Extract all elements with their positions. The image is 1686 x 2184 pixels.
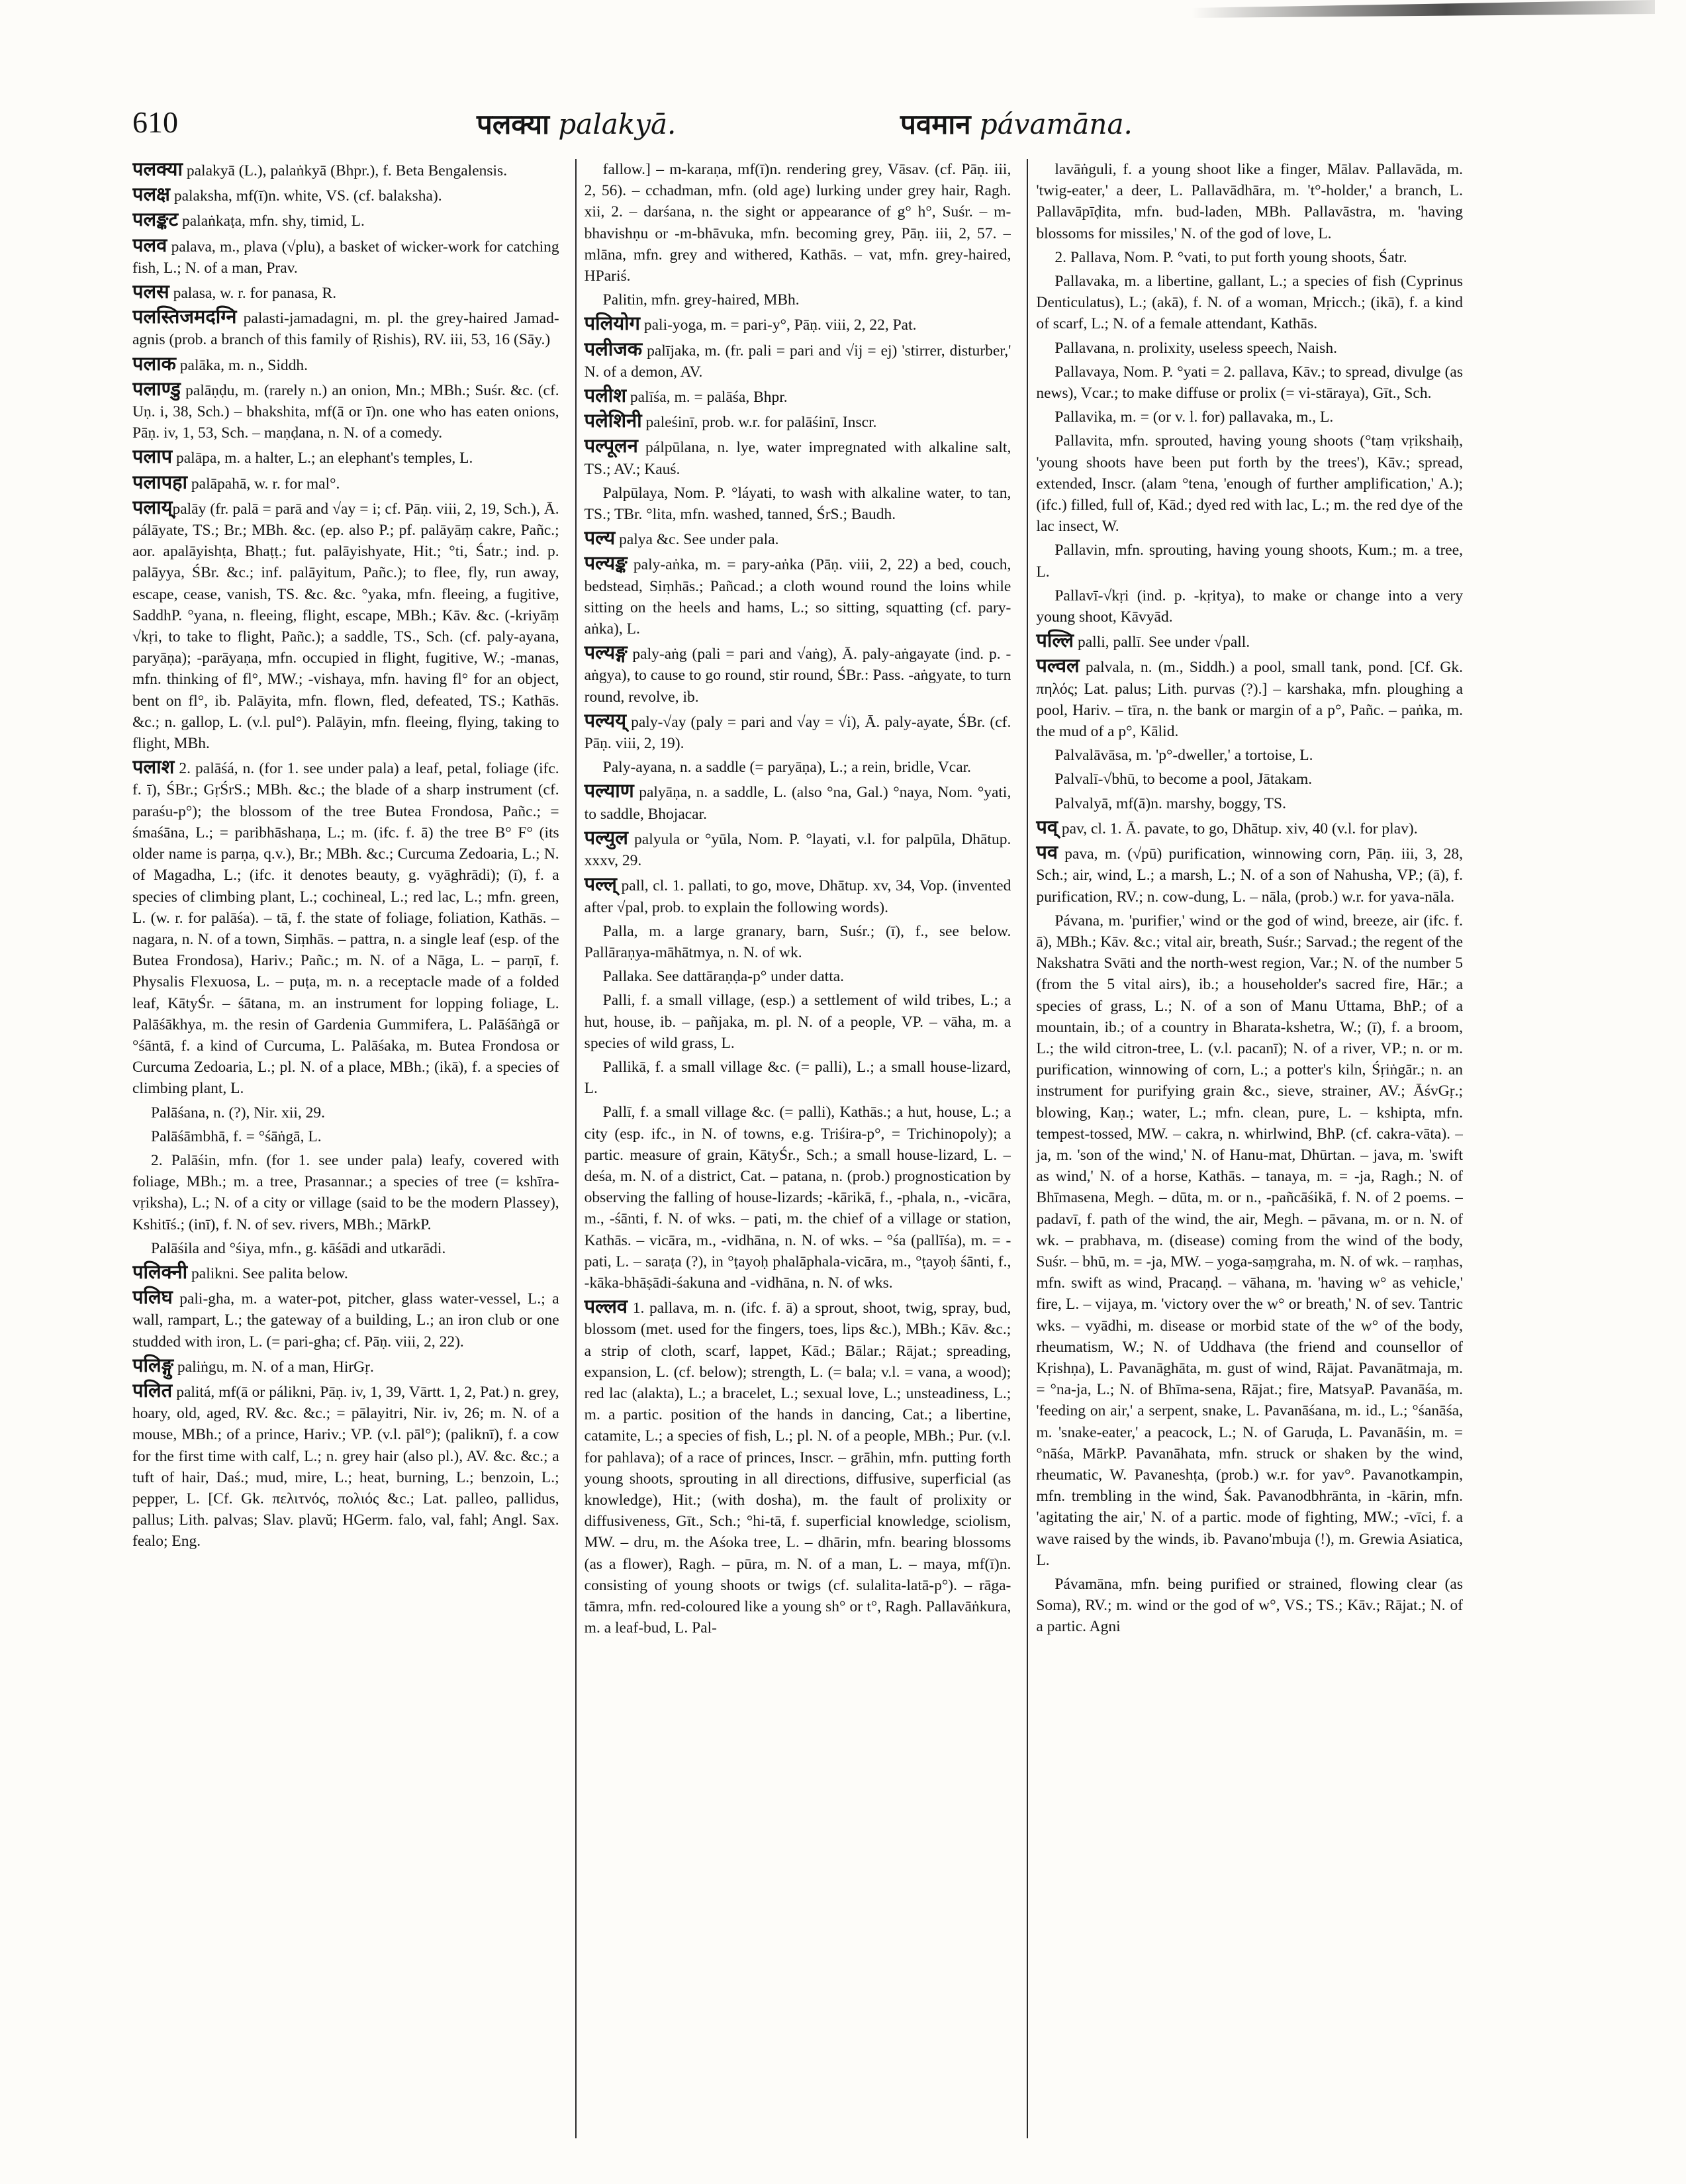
- dictionary-entry: [1036, 769, 1463, 790]
- dictionary-entry: [585, 313, 1011, 336]
- dictionary-entry: [132, 379, 559, 444]
- entry-headword: पलिघ: [132, 1287, 173, 1309]
- dictionary-entry: [585, 339, 1011, 383]
- dictionary-entry: [1036, 655, 1463, 742]
- entry-text: palyāṇa, n. a saddle, L. (also °na, Gal.) °naya, Nom. °yati, to saddle, Bhojacar.: [584, 784, 1011, 823]
- entry-headword: पलस्तिजमदग्नि: [132, 307, 237, 328]
- dictionary-entry: [132, 1238, 559, 1259]
- entry-text: paliṅgu, m. N. of a man, HirGṛ.: [173, 1358, 374, 1376]
- entry-text: pav, cl. 1. Ā. pavate, to go, Dhātup. xiv, 40 (v.l. for plav).: [1057, 820, 1418, 837]
- dictionary-entry: [585, 1296, 1011, 1638]
- dictionary-entry: [132, 1355, 559, 1378]
- entry-text: Pallavin, mfn. sprouting, having young shoots, Kum.; m. a tree, L.: [1036, 542, 1464, 581]
- dictionary-entry: [132, 354, 559, 376]
- page-header: [132, 105, 1463, 144]
- entry-text: Pallavaka, m. a libertine, gallant, L.; a species of fish (Cyprinus Denticulatus), L.; (akā), f. N. of a woman, Mṛicch.; (ikā), f. a kind of scarf, L.; N. of a female attendant, Kathās.: [1036, 273, 1464, 333]
- entry-text: pali-yoga, m. = pari-y°, Pāṇ. viii, 2, 22, Pat.: [639, 316, 917, 334]
- entry-text: Pávamāna, mfn. being purified or strained, flowing clear (as Soma), RV.; m. wind or the god of w°, VS.; TS.; Kāv.; Rājat.; N. of a partic. Agni: [1036, 1576, 1464, 1636]
- dictionary-entry: [1036, 540, 1463, 582]
- entry-text: palāpahā, w. r. for mal°.: [187, 475, 340, 493]
- dictionary-entry: [1036, 630, 1463, 653]
- entry-text: lavāṅguli, f. a young shoot like a finger, Mālav. Pallavāda, m. 'twig-eater,' a deer, L. Pallavādhāra, m. 't°-holder,' a branch, L. Pallavāpīḍita, mfn. bud-laden, MBh. Pallavāstra, m. 'having blossoms for missiles,' N. of the god of love, L.: [1036, 161, 1464, 242]
- left-running-head: पलक्या palakyā.: [477, 108, 677, 140]
- dictionary-entry: [585, 528, 1011, 550]
- entry-headword: पल्ल्: [584, 874, 617, 896]
- entry-text: pálpūlana, n. lye, water impregnated with alkaline salt, TS.; AV.; Kauś.: [584, 439, 1011, 478]
- dictionary-entry: [1036, 585, 1463, 628]
- dictionary-entry: [132, 235, 559, 279]
- dictionary-entry: [1036, 271, 1463, 335]
- dictionary-entry: [585, 385, 1011, 408]
- dictionary-entry: [585, 483, 1011, 525]
- entry-text: palaksha, mf(ī)n. white, VS. (cf. balaksha).: [169, 187, 442, 205]
- entry-text: Palāśila and °śiya, mfn., g. kāśādi and utkarādi.: [151, 1239, 446, 1257]
- entry-text: Pallavaya, Nom. P. °yati = 2. pallava, Kāv.; to spread, divulge (as news), Vcar.; to make diffuse or prolix (= vi-stāraya), Gīt., Sch.: [1036, 363, 1464, 403]
- entry-text: fallow.] – m-karaṇa, mf(ī)n. rendering grey, Vāsav. (cf. Pāṇ. iii, 2, 56). – cchadman, mfn. (old age) lurking under grey hair, Ragh. xii, 2. – darśana, n. the sight or appearance of g° h°, Suśr. – m-bhavishṇu or -m-bhāvuka, mfn. becoming grey, Pāṇ. iii, 2, 57. – mlāna, mfn. grey and withered, Kathās. – vat, mfn. grey-haired, HPariś.: [584, 161, 1011, 285]
- entry-text: palījaka, m. (fr. pali = pari and √ij = ej) 'stirrer, disturber,' N. of a demon, AV.: [584, 342, 1011, 381]
- dictionary-entry: [132, 757, 559, 1099]
- entry-headword: पल्लि: [1036, 630, 1074, 652]
- dictionary-entry: [1036, 910, 1463, 1571]
- entry-headword: पल्यङ्क: [584, 553, 628, 575]
- dictionary-entry: [1036, 745, 1463, 766]
- dictionary-entry: [585, 553, 1011, 640]
- dictionary-entry: [132, 184, 559, 207]
- dictionary-entry: [132, 497, 559, 754]
- dictionary-entry: [585, 1102, 1011, 1294]
- entry-headword: पलाक: [132, 353, 176, 375]
- entry-headword: पलीश: [584, 385, 627, 407]
- dictionary-entry: [1036, 842, 1463, 908]
- entry-text: palakyā (L.), palaṅkyā (Bhpr.), f. Beta Bengalensis.: [182, 162, 508, 179]
- entry-headword: पल्य: [584, 528, 616, 549]
- entry-text: palāpa, m. a halter, L.; an elephant's temples, L.: [172, 450, 473, 467]
- dictionary-entry: [585, 757, 1011, 778]
- entry-text: Pávana, m. 'purifier,' wind or the god of wind, breeze, air (ifc. f. ā), MBh.; Kāv. &c.; vital air, breath, Suśr.; Sarvad.; the regent of the Nakshatra Svāti and the north-west region, Var.; N. of the number 5 (from the 5 vital airs), ib.; a householder's sacred fire, Hār.; a species of grass, L.; N. of a son of Manu Uttama, BhP.; of a mountain, ib.; of a country in Bharata-kshetra, W.; (ī), f. a broom, L.; the wild citron-tree, L. (v.l. pacanī); N. of a river, VP.; n. or m. purification, winnowing of corn, L.; a potter's kiln, Śṛiṅgār.; n. an instrument for purifying grain &c., sieve, strainer, AV.; ĀśvGṛ.; blowing, Kaṇ.; water, L.; mfn. clean, pure, L. – kshipta, mfn. tempest-tossed, MW. – cakra, n. whirlwind, BhP. (cf. cakra-vāta). – ja, m. 'son of the wind,' N. of Hanu-mat, Dhūrtan. – java, m. 'swift as wind,' N. of a horse, Kathās. – tanaya, m. = -ja, Ragh.; N. of Bhīmasena, Megh. – dūta, m. or n., -pañcāśikā, f. N. of 2 poems. – padavī, f. path of the wind, the air, Megh. – pāvana, m. or n. N. of wk. – prabhava, m. (disease) coming from the wind of the body, Suśr. – bhū, m. = -ja, MW. – yoga-saṃgraha, m. N. of wk. – raṃhas, mfn. swift as wind, Pracaṇḍ. – vāhana, m. 'having w° as vehicle,' fire, L. – vijaya, m. 'victory over the w° or breath,' N. of sev. Tantric wks. – vyādhi, m. disease or morbid state of the w° of the body, rheumatism, W.; N. of Uddhava (the friend and counsellor of Kṛishṇa), L. Pavanāghāta, m. gust of wind, Rājat. Pavanātmaja, m. = °na-ja, L.; N. of Bhīma-sena, Rājat.; fire, MatsyaP. Pavanāśa, m. 'feeding on air,' a serpent, snake, L. Pavanāśana, m. id., L.; °śanāśa, m. 'snake-eater,' a peacock, L.; N. of Garuḍa, L. Pavanāśin, m. = °nāśa, MārkP. Pavanāhata, mfn. struck or shaken by the wind, rheumatic, W. Pavaneshṭa, (prob.) w.r. for yav°. Pavanotkampin, mfn. trembling in the wind, Śak. Pavanodbhrānta, in -kārin, mfn. 'agitating the air,' N. of a partic. mode of fighting, MW.; -vīci, f. a wave raised by the winds, ib. Pavano'mbuja (!), m. Grewia Asiatica, L.: [1036, 912, 1464, 1569]
- dictionary-entry: [132, 446, 559, 469]
- dictionary-entry: [585, 642, 1011, 708]
- entry-text: pava, m. (√pū) purification, winnowing corn, Pāṇ. iii, 3, 28, Sch.; air, wind, L.; a marsh, L.; N. of a son of Nahusha, VP.; (ā), f. purification, RV.; n. cow-dung, L. – nāla, (prob.) w.r. for yava-nāla.: [1036, 845, 1464, 906]
- entry-headword: पलापहा: [132, 471, 188, 493]
- entry-headword: पलङ्कट: [132, 209, 179, 231]
- dictionary-entry: [1036, 247, 1463, 268]
- entry-text: Palāśana, n. (?), Nir. xii, 29.: [151, 1104, 326, 1121]
- entry-headword: पलीजक: [584, 338, 643, 360]
- entry-headword: पलिङ्गु: [132, 1354, 174, 1376]
- dictionary-entry: [1036, 361, 1463, 404]
- entry-text: 2. palāśá, n. (for 1. see under pala) a leaf, petal, foliage (ifc. f. ī), ŚBr.; GṛŚrS.; MBh. &c.; the blade of a sharp instrument (cf. paraśu-p°); the blossom of the tree Butea Frondosa, Pañc.; = śmaśāna, L.; = paribhāshaṇa, L.; m. (ifc. f. ā) the tree B° F° (its older name is parṇa, q.v.), Br.; MBh. &c.; Curcuma Zedoaria, L.; N. of Magadha, L.; (ifc. it denotes beauty, g. vyāghrādi); (ī), f. a species of climbing plant, L.; cochineal, L.; red lac, L.; mfn. green, L. (w. r. for palāśa). – tā, f. the state of foliage, foliation, Kathās. – nagara, n. N. of a town, Siṃhās. – pattra, n. a single leaf (esp. of the Butea Frondosa), Hariv.; Pañc.; m. N. of a Nāga, L. – parṇī, f. Physalis Flexuosa, L. – puṭa, m. n. a receptacle made of a folded leaf, KātyŚr. – śātana, m. an instrument for lopping foliage, L. Palāśākhya, m. the resin of Gardenia Gummifera, L. Palāśāṅgā or °śāntā, f. a kind of Curcuma, L. Palāśaka, m. Butea Frondosa or Curcuma Zedoaria, L.; pl. N. of a place, MBh.; (ikā), f. a species of climbing plant, L.: [132, 760, 559, 1098]
- entry-text: pali-gha, m. a water-pot, pitcher, glass water-vessel, L.; a wall, rampart, L.; the gateway of a building, L.; an iron club or one studded with iron, L. (= pari-gha; cf. Pāṇ. viii, 2, 22).: [132, 1290, 559, 1351]
- column-left: [132, 159, 559, 2138]
- entry-text: palāy (fr. palā = parā and √ay = i; cf. Pāṇ. viii, 2, 19, Sch.), Ā. pálāyate, TS.; Br.; MBh. &c. (ep. also P.; pf. palāyāṃ cakre, Pañc.; aor. apalāyishṭa, Bhaṭṭ.; fut. palāyishyate, Hit.; °ti, Śatr.; ind. p. palāyya, ŚBr. &c.; inf. palāyitum, Pañc.); to flee, fly, run away, escape, cease, vanish, TS. &c. &c. °yaka, mfn. fleeing, a fugitive, SaddhP. °yana, n. fleeing, flight, escape, MBh.; Kāv. &c. (-kriyāṃ √kṛi, to take to flight, Pañc.); a saddle, TS., Sch. (cf. paly-ayana, paryāṇa); -parāyaṇa, mfn. occupied in flight, fugitive, W.; -manas, mfn. thinking of fl°, MW.; -vishaya, mfn. having fl° for an object, bent on fl°, ib. Palāyita, mfn. flown, fled, defeated, TS.; Kathās. &c.; n. gallop, L. (v.l. pul°). Palāyin, mfn. fleeing, flying, taking to flight, MBh.: [132, 500, 559, 753]
- entry-text: 1. pallava, m. n. (ifc. f. ā) a sprout, shoot, twig, spray, bud, blossom (met. used for the fingers, toes, lips &c.), MBh.; Kāv. &c.; a strip of cloth, scarf, lappet, Kād.; Bālar.; Rājat.; spreading, expansion, L. (cf. below); strength, L. (= bala; v.l. = vana, a wood); red lac (alakta), L.; a bracelet, L.; sexual love, L.; unsteadiness, L.; m. a partic. position of the hands in dancing, Cat.; a libertine, catamite, L.; a species of fish, L.; pl. N. of a people, MBh.; Pur. (v.l. for pahlava); of a race of princes, Inscr. – grāhin, mfn. putting forth young shoots, sprouting in all directions, diffusive, superficial (as knowledge), Hit.; (with dosha), m. the fault of prolixity or diffusiveness, Gīt., Sch.; °hi-tā, f. superficial knowledge, sciolism, MW. – dru, m. the Aśoka tree, L. – dhārin, mfn. bearing blossoms (as a flower), Ragh. – pūra, m. N. of a man, L. – maya, mf(ī)n. consisting of young shoots or twigs (cf. sulalita-latā-p°). – rāga-tāmra, mfn. red-coloured like a young sh° or t°, Ragh. Pallavāṅkura, m. a leaf-bud, L. Pal-: [584, 1300, 1011, 1637]
- dictionary-entry: [1036, 1574, 1463, 1638]
- entry-text: palvala, n. (m., Siddh.) a pool, small tank, pond. [Cf. Gk. πηλός; Lat. palus; Lith. purvas (?).] – karshaka, mfn. ploughing a pool, Hariv. – tīra, n. the bank or margin of a p°, Pañc. – paṅka, m. the mud of a p°, Kālid.: [1036, 659, 1464, 741]
- entry-text: Palāśāmbhā, f. = °śāṅgā, L.: [151, 1127, 322, 1145]
- entry-headword: पव्: [1036, 816, 1058, 838]
- entry-headword: पलक्या: [132, 159, 183, 180]
- dictionary-entry: [585, 436, 1011, 479]
- entry-headword: पलेशिनी: [584, 410, 642, 432]
- entry-text: Palitin, mfn. grey-haired, MBh.: [602, 291, 800, 309]
- entry-text: Pallavika, m. = (or v. l. for) pallavaka, m., L.: [1054, 408, 1334, 426]
- dictionary-entry: [585, 990, 1011, 1054]
- entry-text: palitá, mf(ā or pálikni, Pāṇ. iv, 1, 39, Vārtt. 1, 2, Pat.) n. grey, hoary, old, aged, RV. &c. &c.; = pālayitri, Nir. iv, 26; m. N. of a mouse, MBh.; of a prince, Hariv.; VP. (v.l. pāl°); (paliknī), f. a cow for the first time with calf, L.; n. grey hair (also pl.), AV. &c. &c.; a tuft of hair, Daś.; mud, mire, L.; heat, burning, L.; benzoin, L.; pepper, L. [Cf. Gk. πελιτνός, πολιός &c.; Lat. palleo, pallidus, pallus; Lith. palvas; Slav. plavŭ; HGerm. falo, val, fahl; Angl. Sax. fealo; Eng.: [132, 1383, 559, 1550]
- dictionary-entry: [132, 472, 559, 495]
- entry-headword: पलाप: [132, 446, 173, 468]
- entry-headword: पलिक्नी: [132, 1261, 188, 1283]
- dictionary-entry: [1036, 406, 1463, 428]
- entry-headword: पल्यङ्ग: [584, 642, 628, 664]
- entry-headword: पलक्ष: [132, 184, 170, 206]
- entry-text: Pallaka. See dattāraṇḍa-p° under datta.: [602, 968, 845, 986]
- dictionary-entry: [1036, 817, 1463, 839]
- entry-text: palava, m., plava (√plu), a basket of wicker-work for catching fish, L.; N. of a man, Prav.: [132, 238, 559, 277]
- entry-text: Palvalī-√bhū, to become a pool, Jātakam.: [1054, 771, 1313, 788]
- dictionary-entry: [585, 289, 1011, 310]
- dictionary-entry: [132, 209, 559, 232]
- entry-text: paly-aṅka, m. = pary-aṅka (Pāṇ. viii, 2, 22) a bed, couch, bedstead, Siṃhās.; Pañcad.; a cloth wound round the loins while sitting on the heels and hams, L.; so sitting, squatting (cf. pary-aṅka), L.: [584, 556, 1011, 638]
- entry-text: paleśinī, prob. w.r. for palāśinī, Inscr.: [641, 414, 877, 432]
- entry-headword: पल्याण: [584, 781, 634, 802]
- entry-text: palyula or °yūla, Nom. P. °layati, v.l. for palpūla, Dhātup. xxxv, 29.: [584, 830, 1011, 870]
- dictionary-entry: [1036, 338, 1463, 359]
- entry-text: Pallikā, f. a small village &c. (= palli), L.; a small house-lizard, L.: [584, 1058, 1011, 1098]
- entry-text: palaṅkaṭa, mfn. shy, timid, L.: [178, 213, 365, 230]
- entry-text: pall, cl. 1. pallati, to go, move, Dhātup. xv, 34, Vop. (invented after √pal, prob. to explain the following words).: [584, 877, 1011, 916]
- page-number: 610: [132, 105, 178, 139]
- dictionary-entry: [132, 1102, 559, 1123]
- entry-headword: पव: [1036, 842, 1058, 864]
- entry-text: paly-aṅg (pali = pari and √aṅg), Ā. paly-aṅgayate (ind. p. -aṅgya), to cause to go round, stir round, ŚBr.: Pass. -aṅgyate, to turn round, revolve, ib.: [584, 645, 1011, 706]
- entry-text: Pallī, f. a small village &c. (= palli), Kathās.; a hut, house, L.; a city (esp. ifc., in N. of towns, e.g. Triśira-p°, = Trichinopoly); a partic. measure of grain, KātyŚr., Sch.; a small house-lizard, L. – deśa, m. N. of a district, Cat. – patana, n. (prob.) prognostication by observing the falling of house-lizards; -kārikā, f., -phala, n., -vicāra, m., -śānti, f. N. of wks. – pati, m. the chief of a village or station, Kathās. – vicāra, m., -vidhāna, n. N. of wks. – °śa (pallīśa), m. = -pati, L. – saraṭa (?), in °ṭayoḥ phalāphala-vicāra, m., °ṭayoḥ śānti, f., -kāka-bhāṣādi-śakuna and -vidhāna, n. N. of wks.: [584, 1104, 1011, 1292]
- entry-text: Palvalyā, mf(ā)n. marshy, boggy, TS.: [1054, 794, 1286, 812]
- entry-text: palikni. See palita below.: [187, 1264, 348, 1282]
- entry-headword: पलियोग: [584, 313, 640, 335]
- entry-text: palasti-jamadagni, m. pl. the grey-haired Jamad-agnis (prob. a branch of this family of Ṛishis), RV. iii, 53, 16 (Sāy.): [132, 310, 559, 349]
- entry-headword: पल्वल: [1036, 655, 1080, 677]
- dictionary-entry: [132, 1150, 559, 1235]
- dictionary-entry: [585, 159, 1011, 287]
- entry-text: paly-√ay (paly = pari and √ay = √i), Ā. paly-ayate, ŚBr. (cf. Pāṇ. viii, 2, 19).: [584, 713, 1011, 753]
- entry-headword: पल्पूलन: [584, 436, 638, 457]
- entry-text: Palli, f. a small village, (esp.) a settlement of wild tribes, L.; a hut, house, ib. – pañjaka, m. pl. N. of a people, VP. – vāha, m. a species of wild grass, L.: [584, 992, 1011, 1052]
- dictionary-entry: [132, 1126, 559, 1147]
- entry-text: Pallavī-√kṛi (ind. p. -kṛitya), to make or change into a very young shoot, Kāvyād.: [1036, 587, 1464, 626]
- entry-headword: पलित: [132, 1380, 173, 1401]
- entry-text: Palvalāvāsa, m. 'p°-dweller,' a tortoise, L.: [1054, 747, 1313, 765]
- entry-text: palya &c. See under pala.: [615, 531, 779, 549]
- dictionary-entry: [1036, 159, 1463, 244]
- dictionary-entry: [585, 710, 1011, 754]
- entry-headword: पल्लव: [584, 1296, 628, 1318]
- entry-headword: पलाय्: [132, 497, 173, 518]
- dictionary-columns: [132, 159, 1463, 2138]
- entry-headword: पलाश: [132, 757, 175, 779]
- entry-headword: पल्युल: [584, 827, 628, 849]
- dictionary-entry: [585, 874, 1011, 918]
- entry-text: Palla, m. a large granary, barn, Suśr.; (ī), f., see below. Pallāraṇya-māhātmya, n. N. of wk.: [584, 922, 1011, 961]
- dictionary-entry: [1036, 430, 1463, 537]
- dictionary-entry: [585, 921, 1011, 963]
- entry-text: Paly-ayana, n. a saddle (= paryāṇa), L.; a rein, bridle, Vcar.: [602, 759, 972, 777]
- dictionary-entry: [132, 1287, 559, 1353]
- dictionary-entry: [132, 307, 559, 350]
- dictionary-entry: [132, 1380, 559, 1552]
- entry-text: palīśa, m. = palāśa, Bhpr.: [626, 389, 788, 406]
- entry-text: Pallavana, n. prolixity, useless speech, Naish.: [1054, 339, 1337, 357]
- dictionary-entry: [585, 828, 1011, 871]
- dictionary-entry: [585, 410, 1011, 433]
- entry-text: 2. Palāśin, mfn. (for 1. see under pala) leafy, covered with foliage, MBh.; m. a tree, Prasannar.; a species of tree (= kshīra-vṛiksha), L.; N. of a city or village (said to be the modern Plassey), Kshitīś.; (inī), f. N. of sev. rivers, MBh.; MārkP.: [132, 1151, 559, 1233]
- right-running-head: पवमान pávamāna.: [900, 108, 1133, 140]
- entry-text: palāka, m. n., Siddh.: [175, 356, 308, 374]
- entry-headword: पलव: [132, 234, 167, 256]
- dictionary-entry: [132, 281, 559, 304]
- dictionary-entry: [585, 781, 1011, 824]
- dictionary-entry: [585, 966, 1011, 987]
- entry-text: 2. Pallava, Nom. P. °vati, to put forth young shoots, Śatr.: [1054, 248, 1407, 266]
- entry-text: Palpūlaya, Nom. P. °láyati, to wash with alkaline water, to tan, TS.; TBr. °lita, mfn. washed, tanned, ŚrS.; Baudh.: [584, 484, 1011, 524]
- entry-headword: पलस: [132, 281, 169, 303]
- dictionary-entry: [132, 159, 559, 181]
- entry-text: palasa, w. r. for panasa, R.: [169, 285, 337, 303]
- entry-headword: पलाण्डु: [132, 378, 181, 400]
- entry-text: palāṇḍu, m. (rarely n.) an onion, Mn.; MBh.; Suśr. &c. (cf. Uṇ. i, 38, Sch.) – bhakshita, mf(ā or ī)n. one who has eaten onions, Pāṇ. iv, 1, 53, Sch. – maṇḍana, n. N. of a comedy.: [132, 381, 559, 442]
- entry-headword: पल्यय्: [584, 710, 627, 732]
- column-middle: [575, 159, 1011, 2138]
- scan-artifact: [1192, 0, 1655, 40]
- entry-text: Pallavita, mfn. sprouted, having young shoots (°taṃ vṛikshaiḥ, 'young shoots have been put forth by the trees'), Kāv.; spread, extended, Inscr. (alam °tena, 'enough of further amplification,' A.); (ifc.) filled, full of, Kād.; dyed red with lac, L.; m. the red dye of the lac insect, W.: [1036, 432, 1464, 536]
- dictionary-entry: [132, 1262, 559, 1284]
- dictionary-entry: [1036, 793, 1463, 814]
- entry-text: palli, pallī. See under √pall.: [1074, 634, 1250, 651]
- dictionary-entry: [585, 1057, 1011, 1099]
- column-right: [1027, 159, 1463, 2138]
